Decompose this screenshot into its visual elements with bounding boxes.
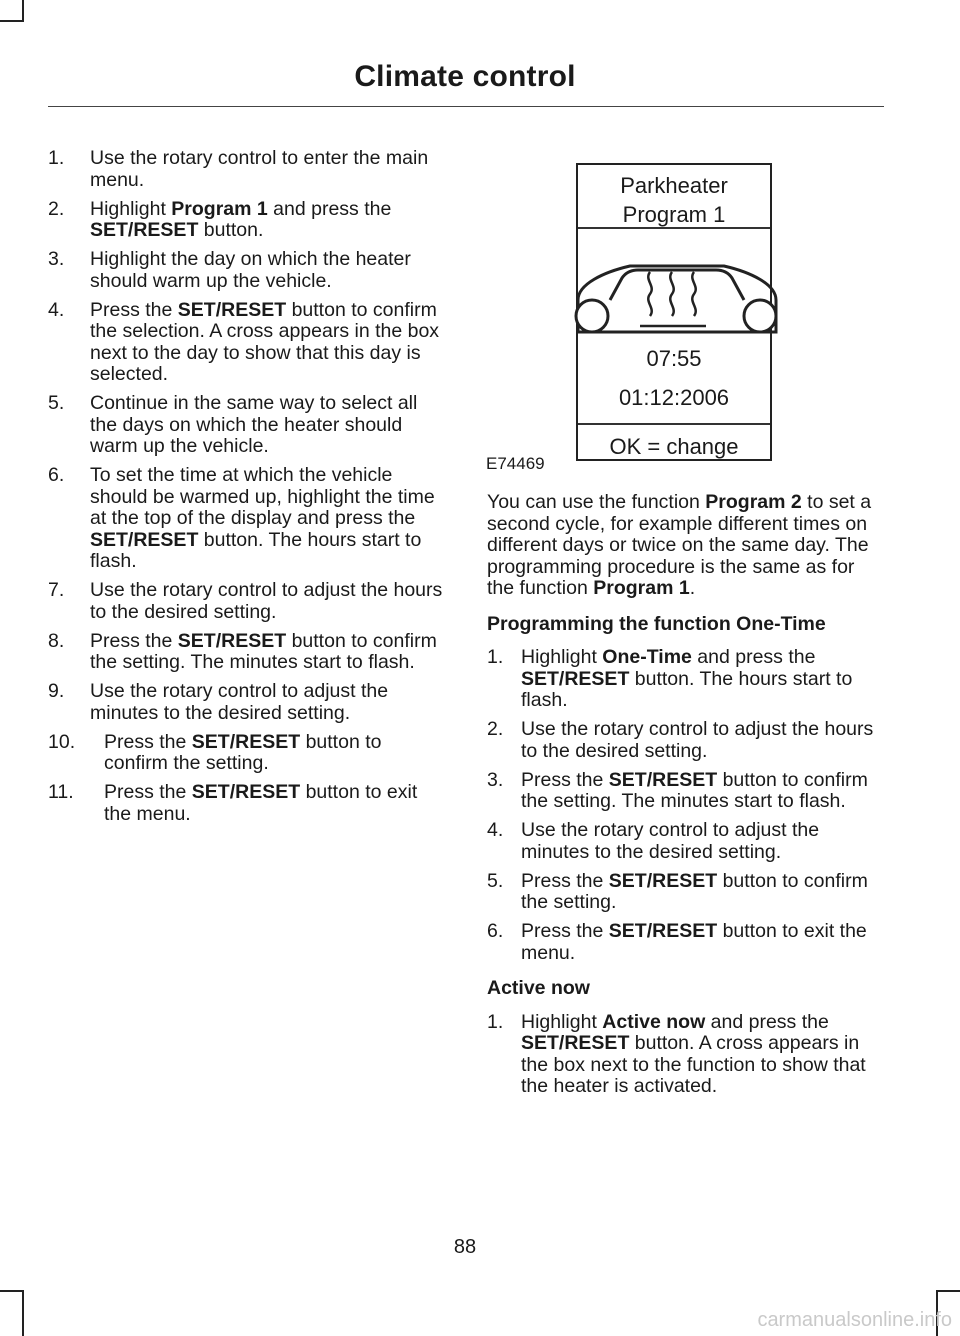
step-text: Press the SET/RESET button to confirm the setting. The minutes start to flash.	[90, 629, 437, 673]
section-heading-active-now: Active now	[487, 977, 590, 999]
step-number: 4.	[487, 819, 504, 841]
list-item	[487, 1012, 881, 1098]
list-item	[487, 770, 881, 813]
page-number: 88	[453, 1236, 477, 1258]
header-divider	[48, 106, 884, 107]
step-number: 7.	[48, 579, 65, 601]
step-text: Use the rotary control to adjust the hours to the desired setting.	[521, 718, 874, 762]
list-item	[48, 782, 448, 825]
step-number: 2.	[48, 197, 65, 220]
step-text: Use the rotary control to enter the main menu.	[90, 147, 429, 191]
parkheater-figure	[486, 160, 778, 473]
step-text: Press the SET/RESET button to confirm the setting.	[521, 869, 868, 913]
left-column	[48, 148, 448, 833]
step-number: 4.	[48, 298, 65, 321]
step-text: Press the SET/RESET button to confirm the setting. The minutes start to flash.	[521, 768, 868, 812]
list-item	[48, 465, 448, 573]
list-item	[48, 300, 448, 386]
step-number: 6.	[48, 464, 65, 486]
display-program: Program 1	[622, 202, 726, 227]
display-date: 01:12:2006	[618, 385, 730, 410]
step-text: Use the rotary control to adjust the minutes to the desired setting.	[521, 819, 820, 863]
list-item	[487, 647, 881, 712]
list-item	[48, 199, 448, 242]
list-item	[48, 249, 448, 292]
watermark: carmanualsonline.info	[757, 1309, 952, 1331]
display-divider	[578, 227, 770, 229]
step-text: Highlight One-Time and press the SET/RESET button. The hours start to flash.	[521, 646, 853, 711]
list-item	[48, 681, 448, 724]
step-text: Highlight Program 1 and press the SET/RESET button.	[90, 197, 392, 241]
section-heading-one-time: Programming the function One-Time	[487, 612, 826, 635]
step-number: 1.	[487, 1010, 504, 1033]
step-number: 5.	[487, 869, 504, 892]
display-header	[578, 171, 770, 229]
step-number: 3.	[487, 768, 504, 791]
one-time-step-list	[487, 647, 881, 964]
car-heating-icon	[574, 232, 780, 366]
crop-mark	[0, 20, 24, 22]
step-number: 3.	[48, 248, 65, 270]
step-number: 8.	[48, 629, 65, 652]
list-item	[487, 871, 881, 914]
active-now-step-list	[487, 1012, 881, 1098]
list-item	[48, 148, 448, 191]
display-time: 07:55	[646, 346, 702, 371]
step-text: Press the SET/RESET button to exit the menu.	[521, 920, 867, 964]
crop-mark	[22, 0, 24, 20]
crop-mark	[936, 1290, 960, 1292]
list-item	[48, 732, 448, 775]
list-item	[48, 393, 448, 458]
list-item	[487, 820, 881, 863]
list-item	[48, 631, 448, 674]
step-text: Press the SET/RESET button to confirm the setting.	[104, 730, 382, 774]
step-number: 2.	[487, 718, 504, 740]
list-item	[48, 580, 448, 623]
step-number: 9.	[48, 680, 65, 702]
step-text: Highlight Active now and press the SET/RESET button. A cross appears in the box next to the function to show that the heater is activated.	[521, 1010, 866, 1097]
left-step-list	[48, 148, 448, 825]
step-number: 1.	[48, 147, 65, 169]
right-column	[487, 492, 881, 1105]
display-ok-label: OK = change	[609, 434, 739, 459]
list-item	[487, 921, 881, 964]
step-text: Highlight the day on which the heater should warm up the vehicle.	[90, 248, 411, 292]
figure-code: E74469	[486, 454, 545, 473]
step-text: Use the rotary control to adjust the minutes to the desired setting.	[90, 680, 389, 724]
crop-mark	[22, 1290, 24, 1336]
step-text: Press the SET/RESET button to exit the menu.	[104, 781, 418, 825]
crop-mark	[0, 1290, 24, 1292]
display-divider	[578, 423, 770, 425]
step-number: 10.	[48, 730, 76, 753]
step-text: Use the rotary control to adjust the hours to the desired setting.	[90, 579, 443, 623]
step-text: To set the time at which the vehicle should be warmed up, highlight the time at the top of the display and press the SET/RESET button. The hours start to flash.	[90, 464, 435, 572]
step-text: Press the SET/RESET button to confirm the selection. A cross appears in the box next to the day to show that this day is selected.	[90, 298, 440, 385]
intro-paragraph: You can use the function Program 2 to set a second cycle, for example different times on different days or twice on the same day. The programming procedure is the same as for the function Program 1.	[487, 491, 872, 599]
page-title: Climate control	[354, 60, 576, 93]
step-number: 11.	[48, 781, 74, 803]
list-item	[487, 719, 881, 762]
step-number: 6.	[487, 920, 504, 942]
step-number: 5.	[48, 392, 65, 414]
step-text: Continue in the same way to select all the days on which the heater should warm up the vehicle.	[90, 392, 418, 457]
display-title: Parkheater	[620, 173, 728, 198]
step-number: 1.	[487, 646, 504, 668]
